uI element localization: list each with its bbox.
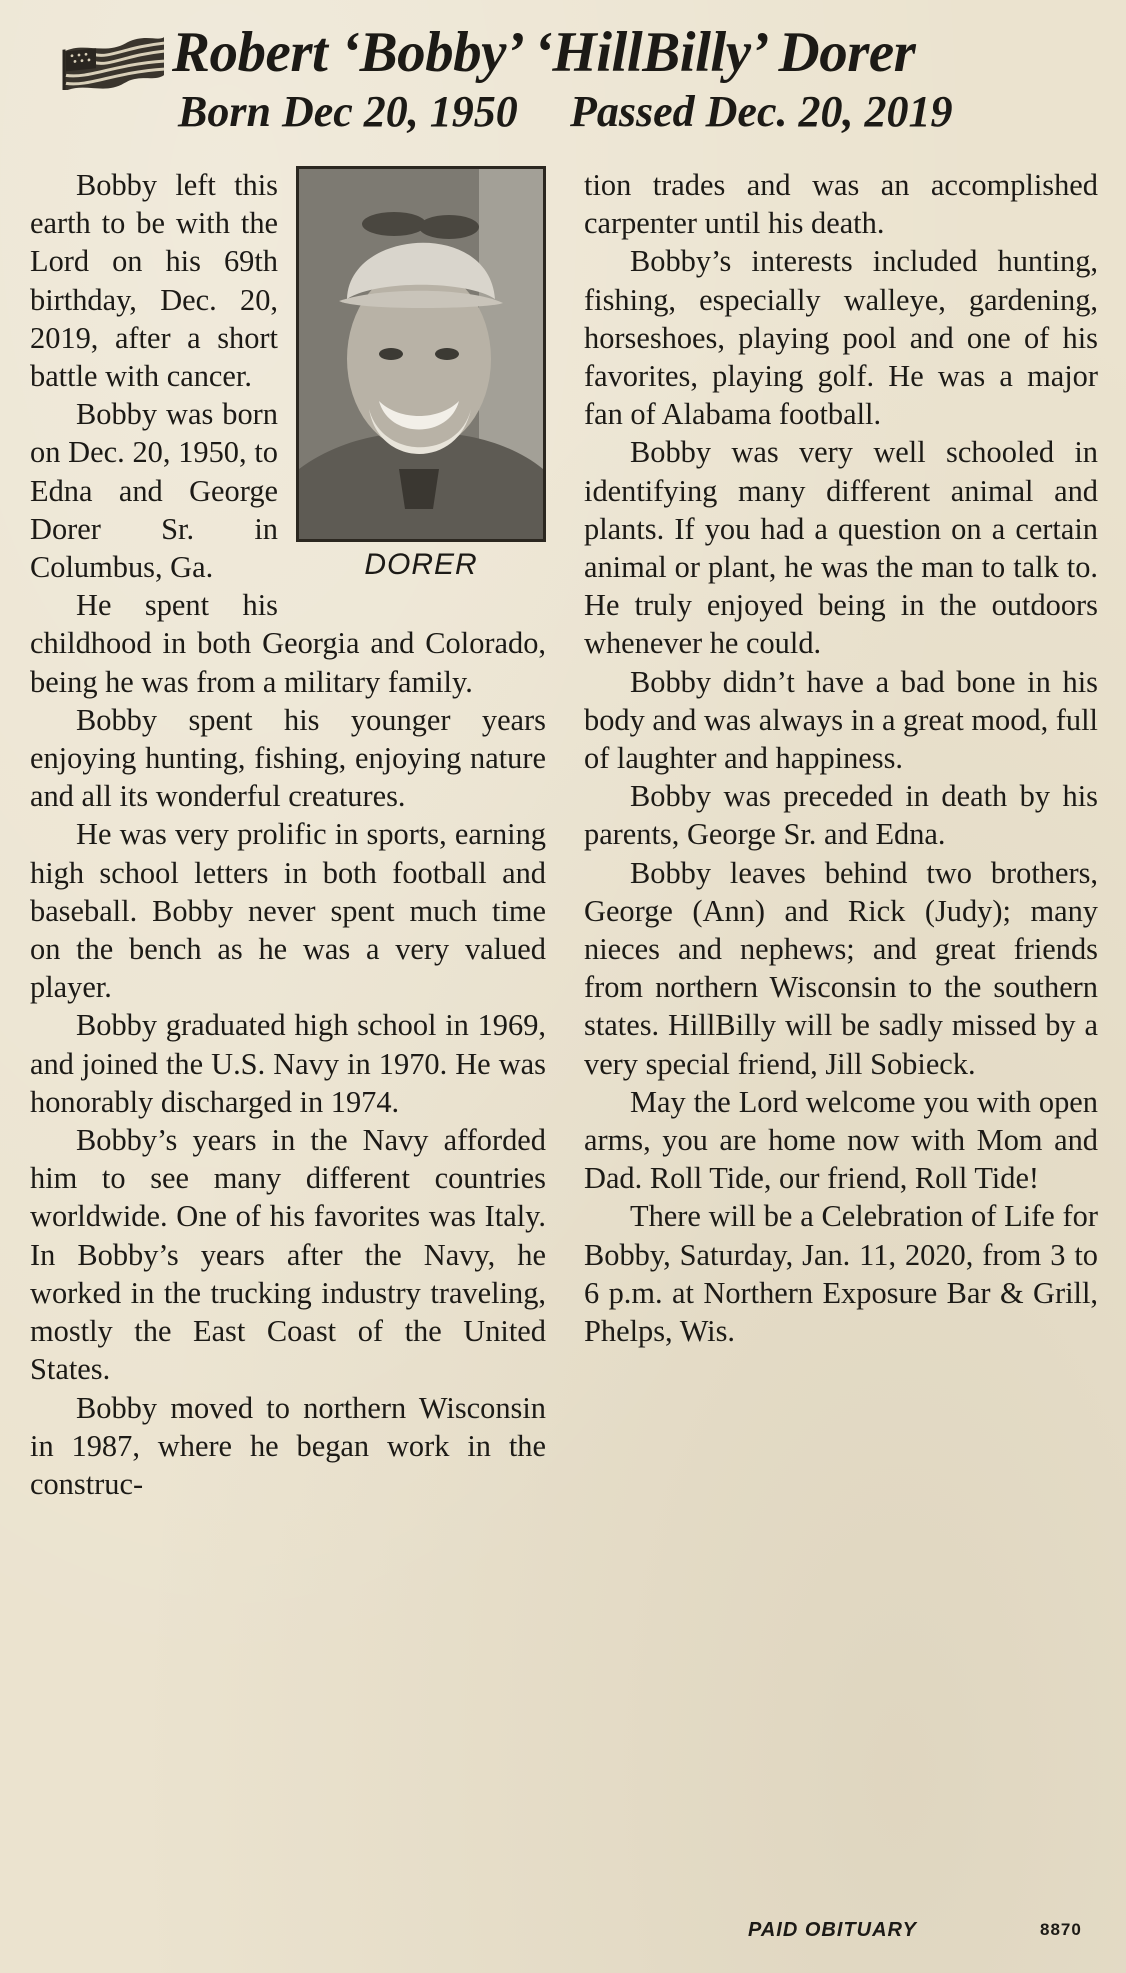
ad-code: 8870 <box>1040 1920 1082 1939</box>
paragraph: Bobby spent his younger years enjoying hunting, fishing, enjoying nature and all its wonderful creatures. <box>30 702 546 814</box>
portrait-figure <box>296 166 546 594</box>
left-column <box>30 166 546 1503</box>
portrait-image <box>299 169 543 539</box>
paragraph: He spent his childhood in both Georgia and Colorado, being he was from a military family. <box>30 588 546 699</box>
right-column <box>584 166 1098 1350</box>
paragraph: He was very prolific in sports, earning high school letters in both football and baseball. Bobby never spent much time on the bench as he was a very valued player. <box>30 817 546 1005</box>
paragraph: There will be a Celebration of Life for Bobby, Saturday, Jan. 11, 2020, from 3 to 6 p.m. at Northern Exposure Bar & Grill, Phelps, Wis. <box>584 1199 1098 1349</box>
paragraph: Bobby leaves behind two brothers, George (Ann) and Rick (Judy); many nieces and nephews; and great friends from northern Wisconsin to the southern states. HillBilly will be sadly missed by a very special friend, Jill Sobieck. <box>584 855 1098 1081</box>
paragraph: Bobby moved to northern Wisconsin in 1987, where he began work in the construc- <box>30 1390 546 1501</box>
paid-obituary-label: PAID OBITUARY <box>748 1919 917 1941</box>
paragraph: tion trades and was an accomplished carpenter until his death. <box>584 168 1098 241</box>
paragraph: Bobby didn’t have a bad bone in his body and was always in a great mood, full of laughter and happiness. <box>584 664 1098 776</box>
portrait-caption: DORER <box>364 548 478 581</box>
paragraph: Bobby left this earth to be with the Lord on his 69th birthday, Dec. 20, 2019, after a short battle with cancer. <box>30 168 278 394</box>
paragraph: Bobby was preceded in death by his parents, George Sr. and Edna. <box>584 779 1098 852</box>
death-date: Passed Dec. 20, 2019 <box>570 87 953 136</box>
birth-date: Born Dec 20, 1950 <box>178 87 518 136</box>
paragraph: May the Lord welcome you with open arms, you are home now with Mom and Dad. Roll Tide, our friend, Roll Tide! <box>584 1084 1098 1196</box>
paragraph: Bobby’s years in the Navy afforded him to see many different countries worldwide. One of his favorites was Italy. In Bobby’s years after the Navy, he worked in the trucking industry traveling, mostly the East Coast of the United States. <box>30 1123 546 1387</box>
paragraph: Bobby’s interests included hunting, fishing, especially walleye, gardening, horseshoes, playing pool and one of his favorites, playing golf. He was a major fan of Alabama football. <box>584 244 1098 432</box>
paragraph: Bobby graduated high school in 1969, and joined the U.S. Navy in 1970. He was honorably discharged in 1974. <box>30 1008 546 1119</box>
obituary-header <box>0 6 1126 136</box>
paragraph: Bobby was very well schooled in identifying many different animal and plants. If you had a question on a certain animal or plant, he was the man to talk to. He truly enjoyed being in the outdoors whenever he could. <box>584 435 1098 661</box>
deceased-name-title: Robert ‘Bobby’ ‘HillBilly’ Dorer <box>172 21 916 84</box>
portrait-photo <box>296 166 546 542</box>
paragraph: Bobby was born on Dec. 20, 1950, to Edna and George Dorer Sr. in Columbus, Ga. <box>30 397 278 585</box>
american-flag-icon <box>60 32 168 90</box>
